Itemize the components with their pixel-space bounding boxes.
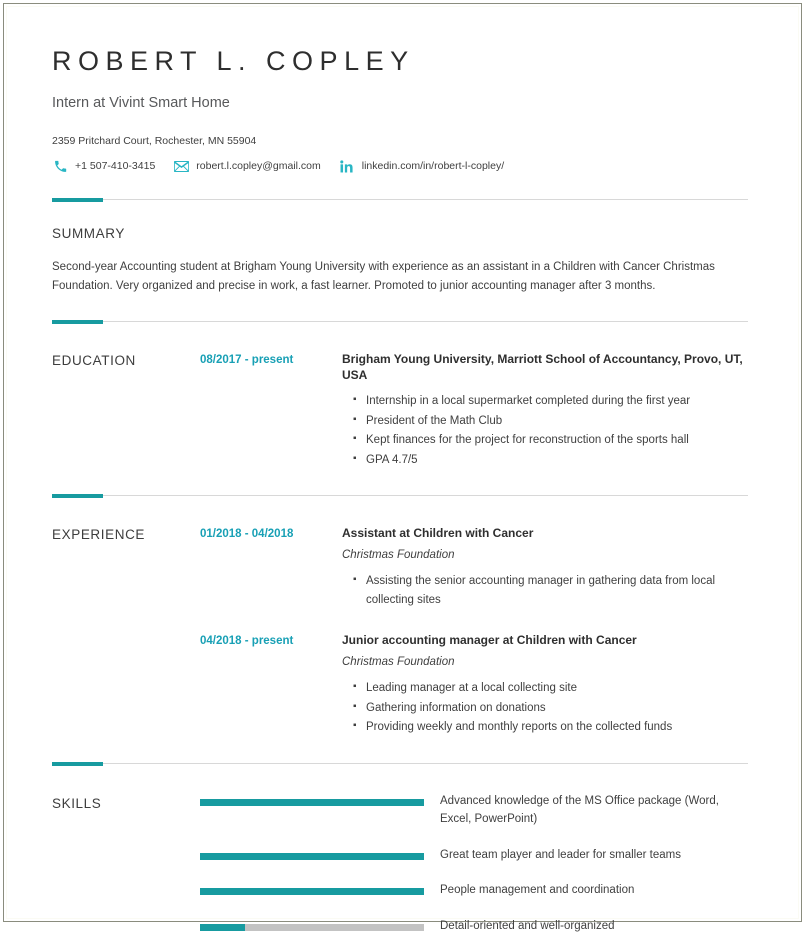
education-entry <box>200 351 748 469</box>
section-title-experience: EXPERIENCE <box>52 525 200 542</box>
divider-education <box>52 321 748 322</box>
experience-entry-main <box>342 525 748 609</box>
skill-label: Advanced knowledge of the MS Office package (Word, Excel, PowerPoint) <box>424 792 730 829</box>
experience-entry-dates: 01/2018 - 04/2018 <box>200 525 342 542</box>
contact-row <box>52 148 748 173</box>
linkedin-icon <box>339 159 355 173</box>
skill-row <box>200 917 748 935</box>
list-item: ▪ Providing weekly and monthly reports on the collected funds <box>366 718 748 737</box>
divider-experience <box>52 495 748 496</box>
experience-entry-title: Junior accounting manager at Children with Cancer <box>342 632 748 648</box>
skill-level-bar <box>200 888 424 895</box>
list-item: ▪ Gathering information on donations <box>366 699 748 718</box>
divider-skills <box>52 763 748 764</box>
skill-label: People management and coordination <box>424 881 730 900</box>
phone-text: +1 507-410-3415 <box>75 159 155 173</box>
experience-entry <box>200 632 748 737</box>
experience-entry-dates: 04/2018 - present <box>200 632 342 649</box>
list-item: ▪ President of the Math Club <box>366 412 748 431</box>
list-item: ▪ Leading manager at a local collecting site <box>366 679 748 698</box>
education-entry-title: Brigham Young University, Marriott School of Accountancy, Provo, UT, USA <box>342 351 748 383</box>
linkedin-text: linkedin.com/in/robert-l-copley/ <box>362 159 504 173</box>
email-icon <box>173 159 189 173</box>
page-title: ROBERT L. COPLEY <box>52 0 748 78</box>
skill-label: Detail-oriented and well-organized <box>424 917 730 935</box>
section-title-education: EDUCATION <box>52 351 200 368</box>
phone-icon <box>52 159 68 173</box>
contact-email[interactable] <box>173 159 320 173</box>
summary-text: Second-year Accounting student at Brigham Young University with experience as an assistant in a Children with Cancer Christmas Foundation. Very organized and precise in work, a fast learner. Promoted to junior accounting manager after 3 months. <box>52 241 724 295</box>
education-entry-main <box>342 351 748 469</box>
education-bullet-list <box>342 383 748 469</box>
skill-row <box>200 792 748 829</box>
list-item: ▪ Assisting the senior accounting manager in gathering data from local collecting sites <box>366 572 748 609</box>
experience-entry-main <box>342 632 748 737</box>
contact-linkedin[interactable] <box>339 159 504 173</box>
skill-level-bar <box>200 799 424 806</box>
contact-phone[interactable] <box>52 159 155 173</box>
headline: Intern at Vivint Smart Home <box>52 78 748 112</box>
divider-summary <box>52 199 748 200</box>
skill-level-fill <box>200 853 424 860</box>
skill-level-fill <box>200 799 424 806</box>
list-item: ▪ Internship in a local supermarket completed during the first year <box>366 392 748 411</box>
skill-bar-cell <box>200 846 424 860</box>
education-entries <box>200 351 748 469</box>
skills-list <box>200 792 748 935</box>
skill-row <box>200 846 748 865</box>
skill-row <box>200 881 748 900</box>
list-item: ▪ Kept finances for the project for reconstruction of the sports hall <box>366 431 748 450</box>
skill-bar-cell <box>200 792 424 806</box>
list-item: ▪ GPA 4.7/5 <box>366 451 748 470</box>
education-section <box>52 322 748 469</box>
experience-entry-title: Assistant at Children with Cancer <box>342 525 748 541</box>
skill-label: Great team player and leader for smaller teams <box>424 846 730 865</box>
address-line: 2359 Pritchard Court, Rochester, MN 55904 <box>52 112 748 148</box>
skill-level-bar <box>200 853 424 860</box>
education-entry-dates: 08/2017 - present <box>200 351 342 368</box>
skills-section <box>52 764 748 935</box>
resume-content <box>52 0 748 935</box>
email-text: robert.l.copley@gmail.com <box>196 159 320 173</box>
skill-level-fill <box>200 888 424 895</box>
section-title-skills: SKILLS <box>52 792 200 811</box>
experience-entry-subtitle: Christmas Foundation <box>342 648 748 670</box>
section-title-summary: SUMMARY <box>52 226 748 241</box>
skill-bar-cell <box>200 881 424 895</box>
experience-bullet-list <box>342 563 748 609</box>
experience-section <box>52 496 748 737</box>
experience-entry-subtitle: Christmas Foundation <box>342 541 748 563</box>
resume-header <box>52 0 748 173</box>
experience-entries <box>200 525 748 737</box>
skill-bar-cell <box>200 917 424 931</box>
experience-bullet-list <box>342 670 748 737</box>
summary-section <box>52 200 748 295</box>
experience-entry <box>200 525 748 609</box>
